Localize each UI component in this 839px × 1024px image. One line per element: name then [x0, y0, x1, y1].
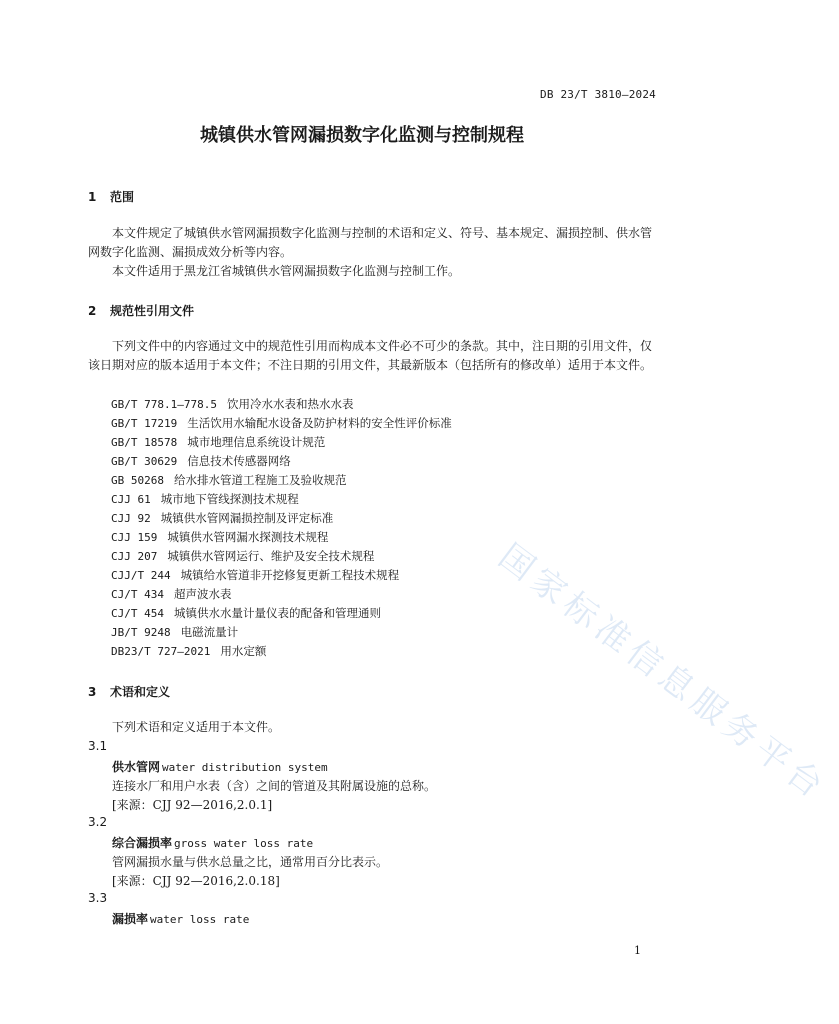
reference-title: 城镇供水管网漏水探测技术规程 — [167, 530, 329, 544]
reference-title: 给水排水管道工程施工及验收规范 — [173, 473, 347, 487]
reference-title: 超声波水表 — [173, 587, 232, 601]
term-name-en: gross water loss rate — [174, 837, 314, 850]
page-number: 1 — [634, 944, 641, 957]
reference-code: CJJ 61 — [111, 493, 151, 506]
term-source: [来源：CJJ 92—2016,2.0.1] — [112, 798, 273, 812]
reference-title: 城镇给水管道非开挖修复更新工程技术规程 — [180, 568, 400, 582]
reference-title: 饮用冷水水表和热水水表 — [226, 397, 354, 411]
term-name-en: water loss rate — [150, 913, 250, 926]
term-name-en: water distribution system — [162, 761, 328, 774]
reference-item — [111, 396, 353, 412]
reference-item — [111, 453, 291, 469]
document-code: DB 23/T 3810—2024 — [540, 88, 656, 101]
reference-title: 信息技术传感器网络 — [187, 454, 291, 468]
reference-code: CJJ 92 — [111, 512, 151, 525]
reference-title: 生活饮用水输配水设备及防护材料的安全性评价标准 — [187, 416, 452, 430]
references-intro: 下列文件中的内容通过文中的规范性引用而构成本文件必不可少的条款。其中，注日期的引用文件，仅该日期对应的版本适用于本文件；不注日期的引用文件，其最新版本（包括所有的修改单）适用于本文件。 — [88, 339, 653, 372]
term-definition: 管网漏损水量与供水总量之比，通常用百分比表示。 — [112, 855, 389, 869]
section-number: 3 — [88, 685, 97, 699]
section-title: 规范性引用文件 — [110, 304, 195, 318]
reference-item — [111, 567, 399, 583]
reference-code: GB/T 17219 — [111, 417, 178, 430]
term-name — [112, 758, 328, 775]
reference-title: 用水定额 — [220, 644, 267, 658]
reference-item — [111, 510, 333, 526]
reference-code: DB23/T 727—2021 — [111, 645, 211, 658]
reference-item — [111, 415, 452, 431]
term-number: 3.3 — [88, 891, 108, 905]
document-title: 城镇供水管网漏损数字化监测与控制规程 — [200, 125, 524, 146]
term-name-zh: 综合漏损率 — [112, 836, 173, 850]
reference-code: GB/T 778.1—778.5 — [111, 398, 217, 411]
reference-item — [111, 472, 346, 488]
term-name — [112, 910, 249, 927]
scope-paragraph-2: 本文件适用于黑龙江省城镇供水管网漏损数字化监测与控制工作。 — [112, 264, 461, 278]
reference-code: JB/T 9248 — [111, 626, 171, 639]
scope-paragraph-1: 本文件规定了城镇供水管网漏损数字化监测与控制的术语和定义、符号、基本规定、漏损控制、供水管网数字化监测、漏损成效分析等内容。 — [88, 226, 653, 259]
term-name-zh: 漏损率 — [112, 912, 149, 926]
term-number: 3.2 — [88, 815, 108, 829]
reference-code: CJ/T 434 — [111, 588, 164, 601]
reference-code: CJJ 159 — [111, 531, 158, 544]
reference-code: GB/T 18578 — [111, 436, 178, 449]
reference-code: GB 50268 — [111, 474, 164, 487]
reference-title: 电磁流量计 — [180, 625, 239, 639]
term-source: [来源：CJJ 92—2016,2.0.18] — [112, 874, 280, 888]
section-heading-normative-references — [88, 302, 194, 319]
reference-item — [111, 624, 238, 640]
watermark: 国家标准信息服务平台 — [491, 536, 835, 810]
term-definition: 连接水厂和用户水表（含）之间的管道及其附属设施的总称。 — [112, 779, 437, 793]
reference-item — [111, 605, 381, 621]
reference-title: 城镇供水管网运行、维护及安全技术规程 — [167, 549, 375, 563]
reference-code: CJJ/T 244 — [111, 569, 171, 582]
reference-title: 城市地理信息系统设计规范 — [187, 435, 326, 449]
reference-title: 城市地下管线探测技术规程 — [160, 492, 299, 506]
reference-item — [111, 643, 266, 659]
reference-code: CJ/T 454 — [111, 607, 164, 620]
section-heading-terms — [88, 683, 170, 700]
term-name — [112, 834, 313, 851]
section-title: 范围 — [110, 190, 135, 204]
reference-title: 城镇供水水量计量仪表的配备和管理通则 — [173, 606, 381, 620]
term-number: 3.1 — [88, 739, 108, 753]
section-number: 1 — [88, 190, 97, 204]
section-heading-scope — [88, 188, 134, 205]
reference-item — [111, 548, 374, 564]
term-name-zh: 供水管网 — [112, 760, 161, 774]
terms-intro: 下列术语和定义适用于本文件。 — [112, 720, 281, 734]
section-number: 2 — [88, 304, 97, 318]
reference-code: GB/T 30629 — [111, 455, 178, 468]
reference-item — [111, 529, 328, 545]
reference-item — [111, 491, 299, 507]
reference-code: CJJ 207 — [111, 550, 158, 563]
reference-title: 城镇供水管网漏损控制及评定标准 — [160, 511, 334, 525]
section-title: 术语和定义 — [110, 685, 171, 699]
reference-item — [111, 586, 231, 602]
reference-item — [111, 434, 325, 450]
